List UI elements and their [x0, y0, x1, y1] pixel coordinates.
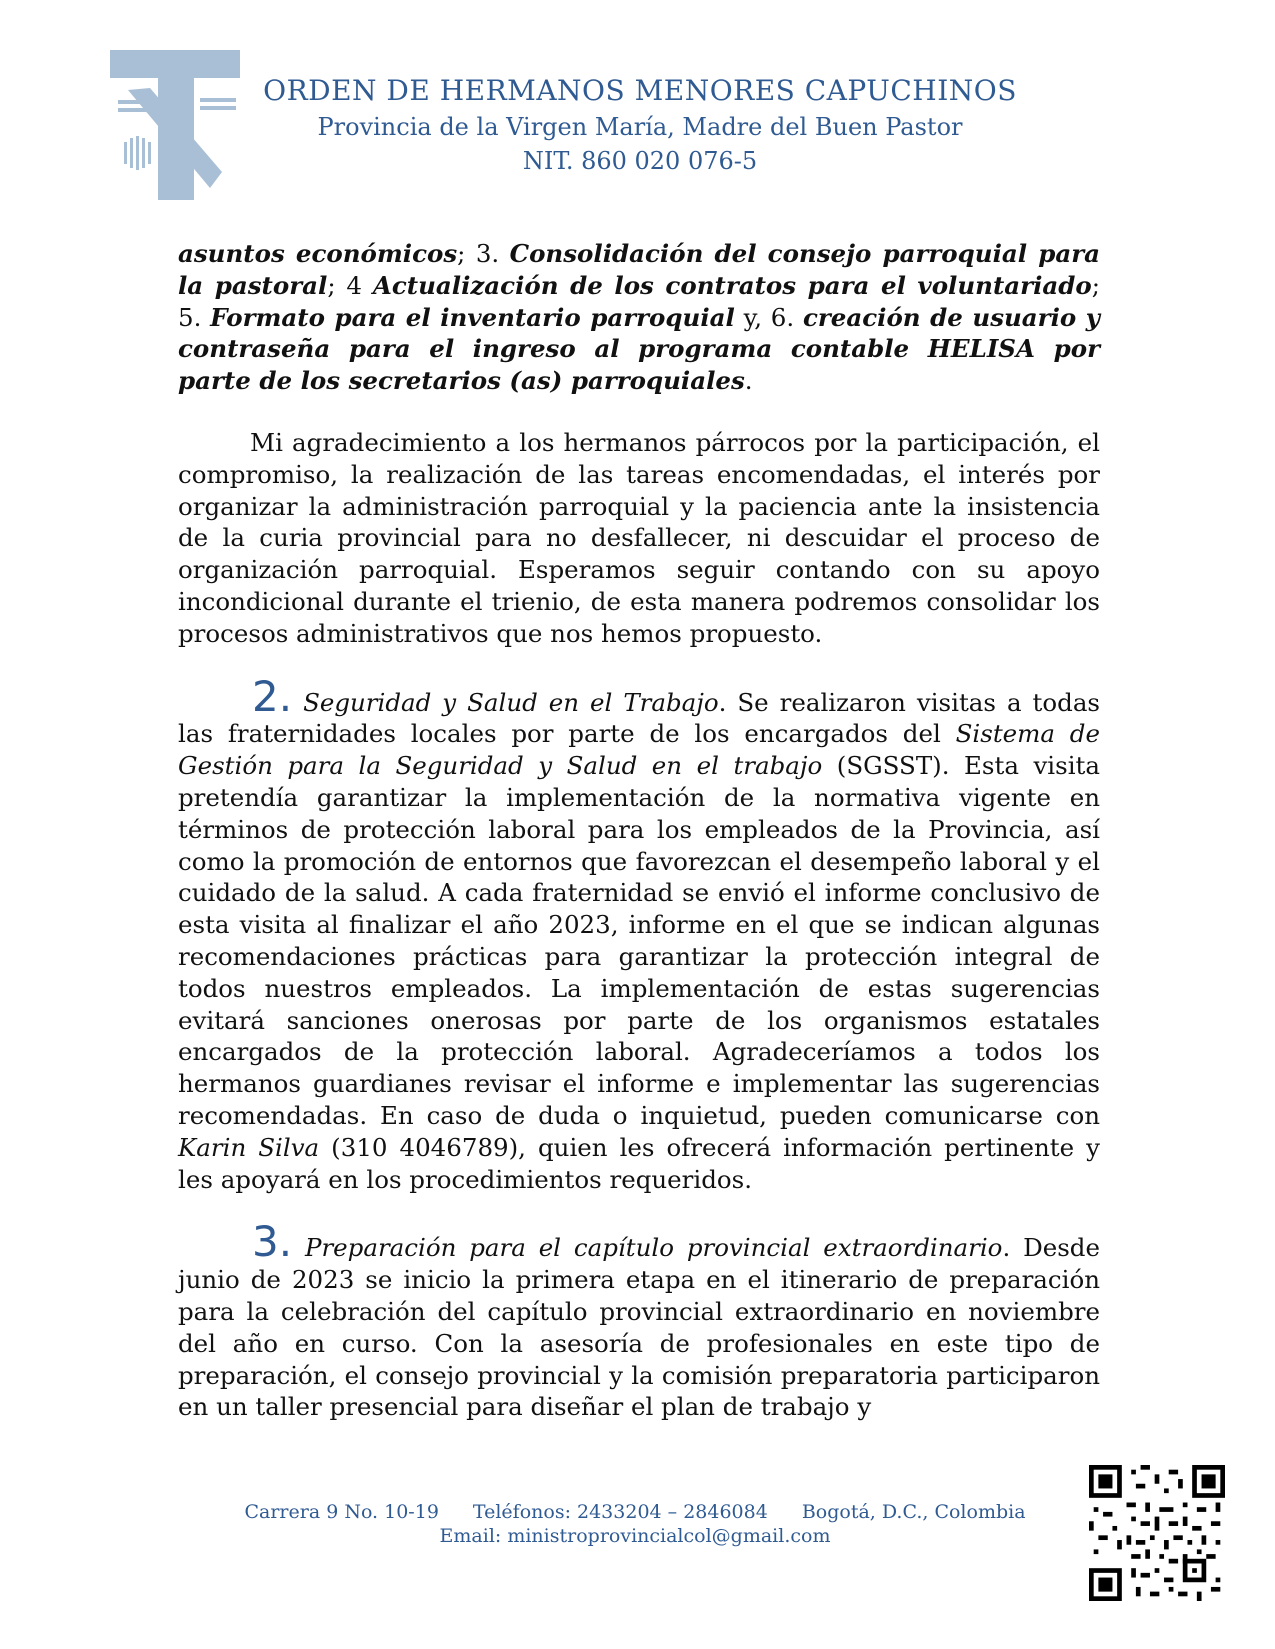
province-name: Provincia de la Virgen María, Madre del Buen Pastor [317, 113, 963, 141]
phones: Teléfonos: 2433204 – 2846084 [472, 1501, 768, 1523]
gratitude-paragraph: Mi agradecimiento a los hermanos párrocos por la participación, el compromiso, la realización de las tareas encomendadas, el interés por organizar la administración parroquial y la paciencia ante la insistencia de la curia provincial para no desfallecer, ni descuidar el proceso de organización parroquial. Esperamos seguir contando con su apoyo incondicional durante el trienio, de esta manera podremos consolidar los procesos administrativos que nos hemos propuesto. [178, 427, 1100, 648]
capuchin-tau-logo-icon [110, 50, 250, 210]
bold-item: Consolidación del consejo parroquial para la pastoral [178, 239, 1100, 300]
text-run: y, 6. [734, 302, 803, 332]
document-body [178, 238, 1100, 1423]
letterhead [250, 72, 1030, 178]
section-title: Seguridad y Salud en el Trabajo [303, 687, 719, 717]
city: Bogotá, D.C., Colombia [801, 1501, 1026, 1523]
text-run: . Se realizaron visitas a todas las fraternidades locales por parte de los encargados del [178, 687, 1100, 749]
contact-name: Karin Silva [178, 1132, 320, 1162]
footer [240, 1500, 1030, 1548]
bold-item: asuntos económicos [178, 239, 458, 268]
text-run: . Desde junio de 2023 se inicio la primera etapa en el itinerario de preparación para la celebración del capítulo provincial extraordinario en noviembre del año en curso. Con la asesoría de profesionales en este tipo de preparación, el consejo provincial y la comisión preparatoria participaron en un taller presencial para diseñar el plan de trabajo y [178, 1233, 1100, 1422]
section-2-paragraph [178, 671, 1100, 1196]
section-3-paragraph [178, 1217, 1100, 1423]
text-run: (SGSST). Esta visita pretendía garantizar la implementación de la normativa vigente en términos de protección laboral para los empleados de la Provincia, así como la promoción de entornos que favorezcan el desempeño laboral y el cuidado de la salud. A cada fraternidad se envió el informe conclusivo de esta visita al finalizar el año 2023, informe en el que se indican algunas recomendaciones prácticas para garantizar la protección integral de todos nuestros empleados. La implementación de estas sugerencias evitará sanciones onerosas por parte de los organismos estatales encargados de la protección laboral. Agradeceríamos a todos los hermanos guardianes revisar el informe e implementar las sugerencias recomendadas. En caso de duda o inquietud, pueden comunicarse con [178, 751, 1100, 1130]
italic-run: Sistema de Gestión para la Seguridad y Salud en el trabajo [178, 719, 1100, 781]
section-title: Preparación para el capítulo provincial extraordinario [304, 1233, 1003, 1263]
section-number: 3. [252, 1217, 293, 1267]
text-run: ; 4 [327, 270, 373, 300]
qr-code-icon [1089, 1465, 1225, 1601]
nit-number: NIT. 860 020 076-5 [522, 147, 758, 175]
order-name: ORDEN DE HERMANOS MENORES CAPUCHINOS [263, 74, 1017, 107]
bold-item: creación de usuario y contraseña para el ingreso al programa contable HELISA por parte de los secretarios (as) parroquiales [178, 302, 1100, 396]
bold-item: Actualización de los contratos para el voluntariado [372, 270, 1092, 300]
text-run: ; 3. [457, 239, 510, 268]
email: Email: ministroprovincialcol@gmail.com [439, 1525, 831, 1547]
paragraph-continuation [178, 238, 1100, 397]
text-run: (310 4046789), quien les ofrecerá información pertinente y les apoyará en los procedimientos requeridos. [178, 1132, 1100, 1194]
footer-contact-line [240, 1500, 1030, 1524]
section-number: 2. [252, 671, 293, 721]
address: Carrera 9 No. 10-19 [244, 1501, 439, 1523]
text-run: ; 5. [178, 270, 1100, 332]
text-run: . [744, 366, 753, 396]
bold-item: Formato para el inventario parroquial [210, 302, 735, 332]
